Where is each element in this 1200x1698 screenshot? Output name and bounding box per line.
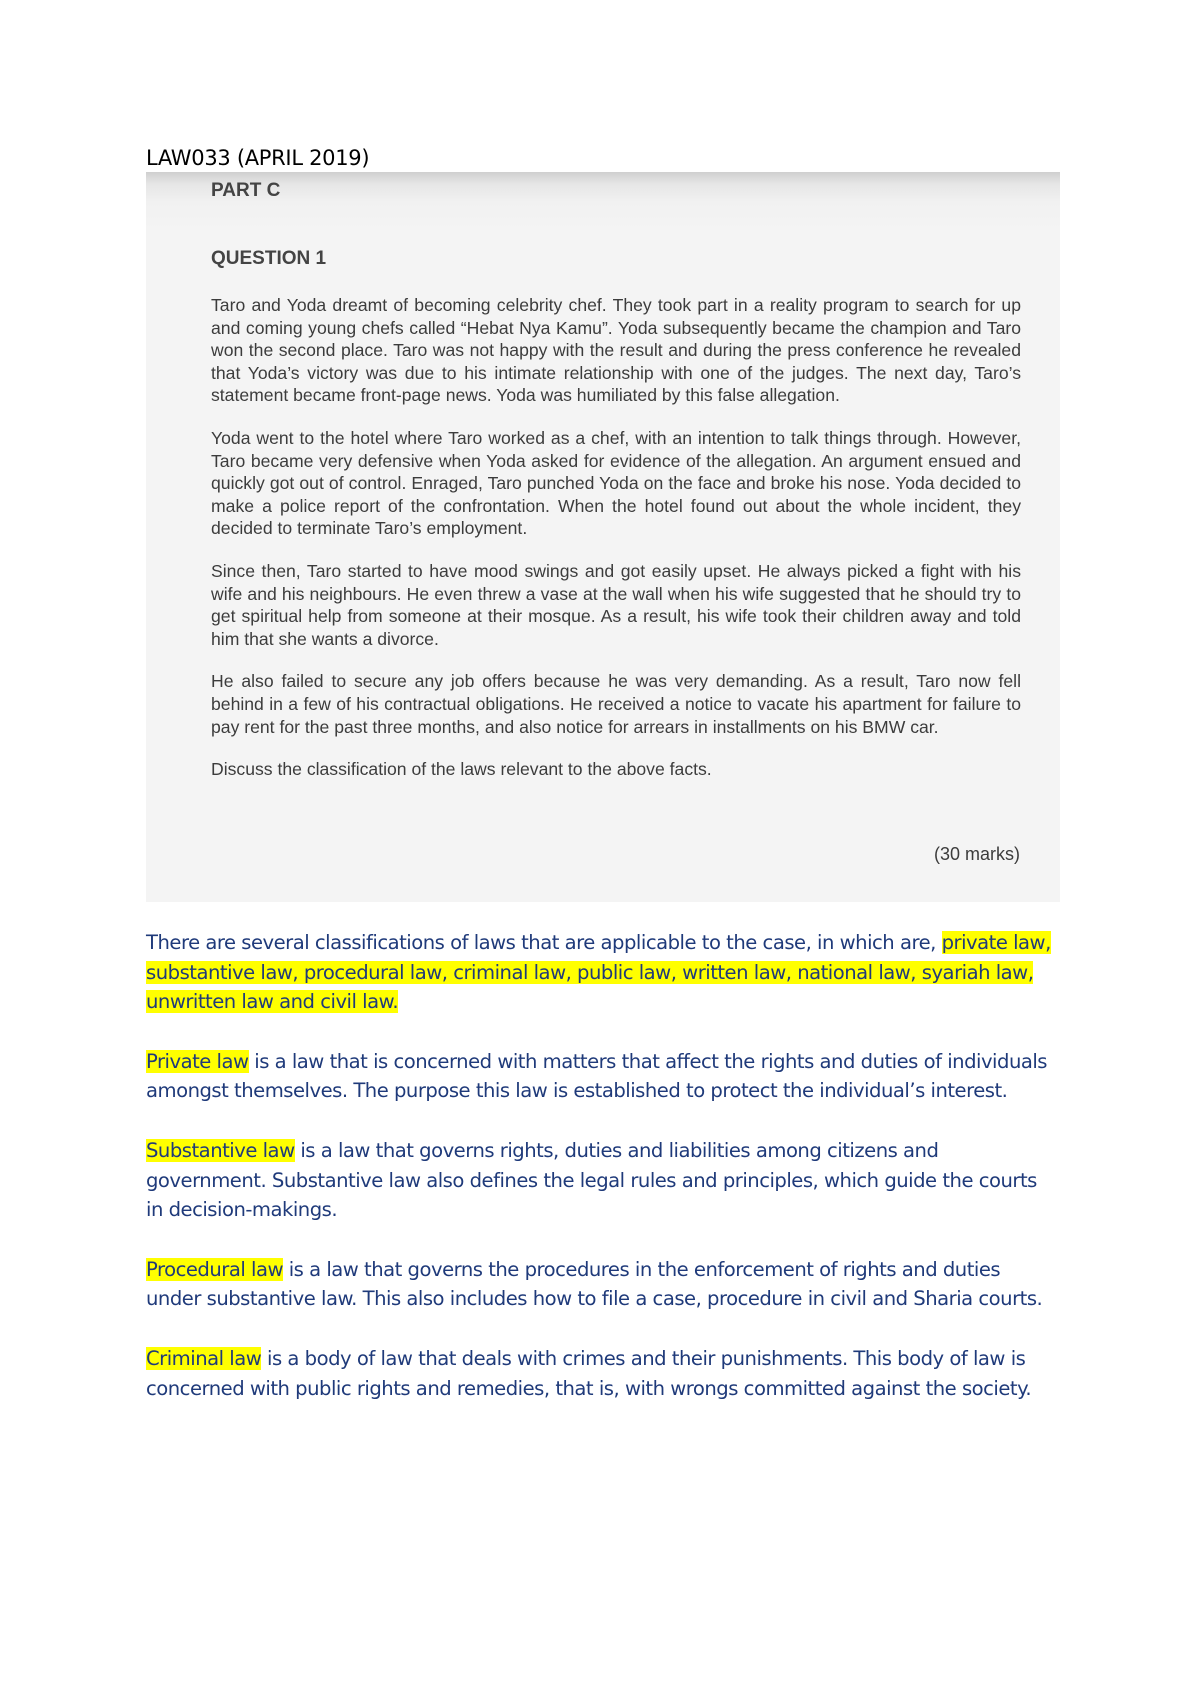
definition-procedural-law <box>146 1255 1056 1314</box>
answer-intro <box>146 928 1056 1017</box>
question-body <box>211 294 1021 801</box>
question-paragraph: He also failed to secure any job offers because he was very demanding. As a result, Taro now fell behind in a few of his contractual obligations. He received a notice to vacate his apartment for failure to pay rent for the past three months, and also notice for arrears in installments on his BMW car. <box>211 671 1021 737</box>
intro-text: There are several classifications of laws that are applicable to the case, in which are, <box>146 931 942 954</box>
scanned-question <box>146 172 1060 902</box>
question-paragraph: Since then, Taro started to have mood swings and got easily upset. He always picked a fight with his wife and his neighbours. He even threw a vase at the wall when his wife suggested that he should try to get spiritual help from someone at their mosque. As a result, his wife took their children away and told him that she wants a divorce. <box>211 560 1021 649</box>
question-paragraph: Taro and Yoda dreamt of becoming celebrity chef. They took part in a reality program to search for up and coming young chefs called “Hebat Nya Kamu”. Yoda subsequently became the champion and Taro won the second place. Taro was not happy with the result and during the press conference he revealed that Yoda’s victory was due to his intimate relationship with one of the judges. The next day, Taro’s statement became front-page news. Yoda was humiliated by this false allegation. <box>211 295 1021 406</box>
question-title: QUESTION 1 <box>211 248 327 269</box>
definition-substantive-law <box>146 1136 1056 1225</box>
definition-text: is a law that governs rights, duties and liabilities among citizens and government. Substantive law also defines the legal rules and principles, which guide the courts in decision-makings. <box>146 1138 1037 1222</box>
document-header: LAW033 (APRIL 2019) <box>146 146 370 170</box>
definition-text: is a law that is concerned with matters that affect the rights and duties of individuals amongst themselves. The purpose this law is established to protect the individual’s interest. <box>146 1049 1048 1103</box>
marks-label: (30 marks) <box>933 844 1020 864</box>
question-paragraph: Yoda went to the hotel where Taro worked as a chef, with an intention to talk things through. However, Taro became very defensive when Yoda asked for evidence of the allegation. An argument ensued and quickly got out of control. Enraged, Taro punched Yoda on the face and broke his nose. Yoda decided to make a police report of the confrontation. When the hotel found out about the whole incident, they decided to terminate Taro’s employment. <box>211 427 1021 539</box>
answer-section <box>146 928 1056 1433</box>
question-instruction: Discuss the classification of the laws relevant to the above facts. <box>211 759 712 780</box>
definition-criminal-law <box>146 1344 1056 1403</box>
part-title: PART C <box>211 180 281 201</box>
definition-text: is a law that governs the procedures in the enforcement of rights and duties under substantive law. This also includes how to file a case, procedure in civil and Sharia courts. <box>146 1257 1043 1311</box>
term-highlight: Substantive law <box>146 1138 295 1162</box>
term-highlight: Procedural law <box>146 1257 283 1281</box>
definition-text: is a body of law that deals with crimes and their punishments. This body of law is concerned with public rights and remedies, that is, with wrongs committed against the society. <box>146 1346 1032 1400</box>
term-highlight: Private law <box>146 1049 249 1073</box>
definition-private-law <box>146 1047 1056 1106</box>
intro-highlight: private law, substantive law, procedural law, criminal law, public law, written law, national law, syariah law, unwritten law and civil law. <box>146 931 1051 1014</box>
term-highlight: Criminal law <box>146 1346 262 1370</box>
